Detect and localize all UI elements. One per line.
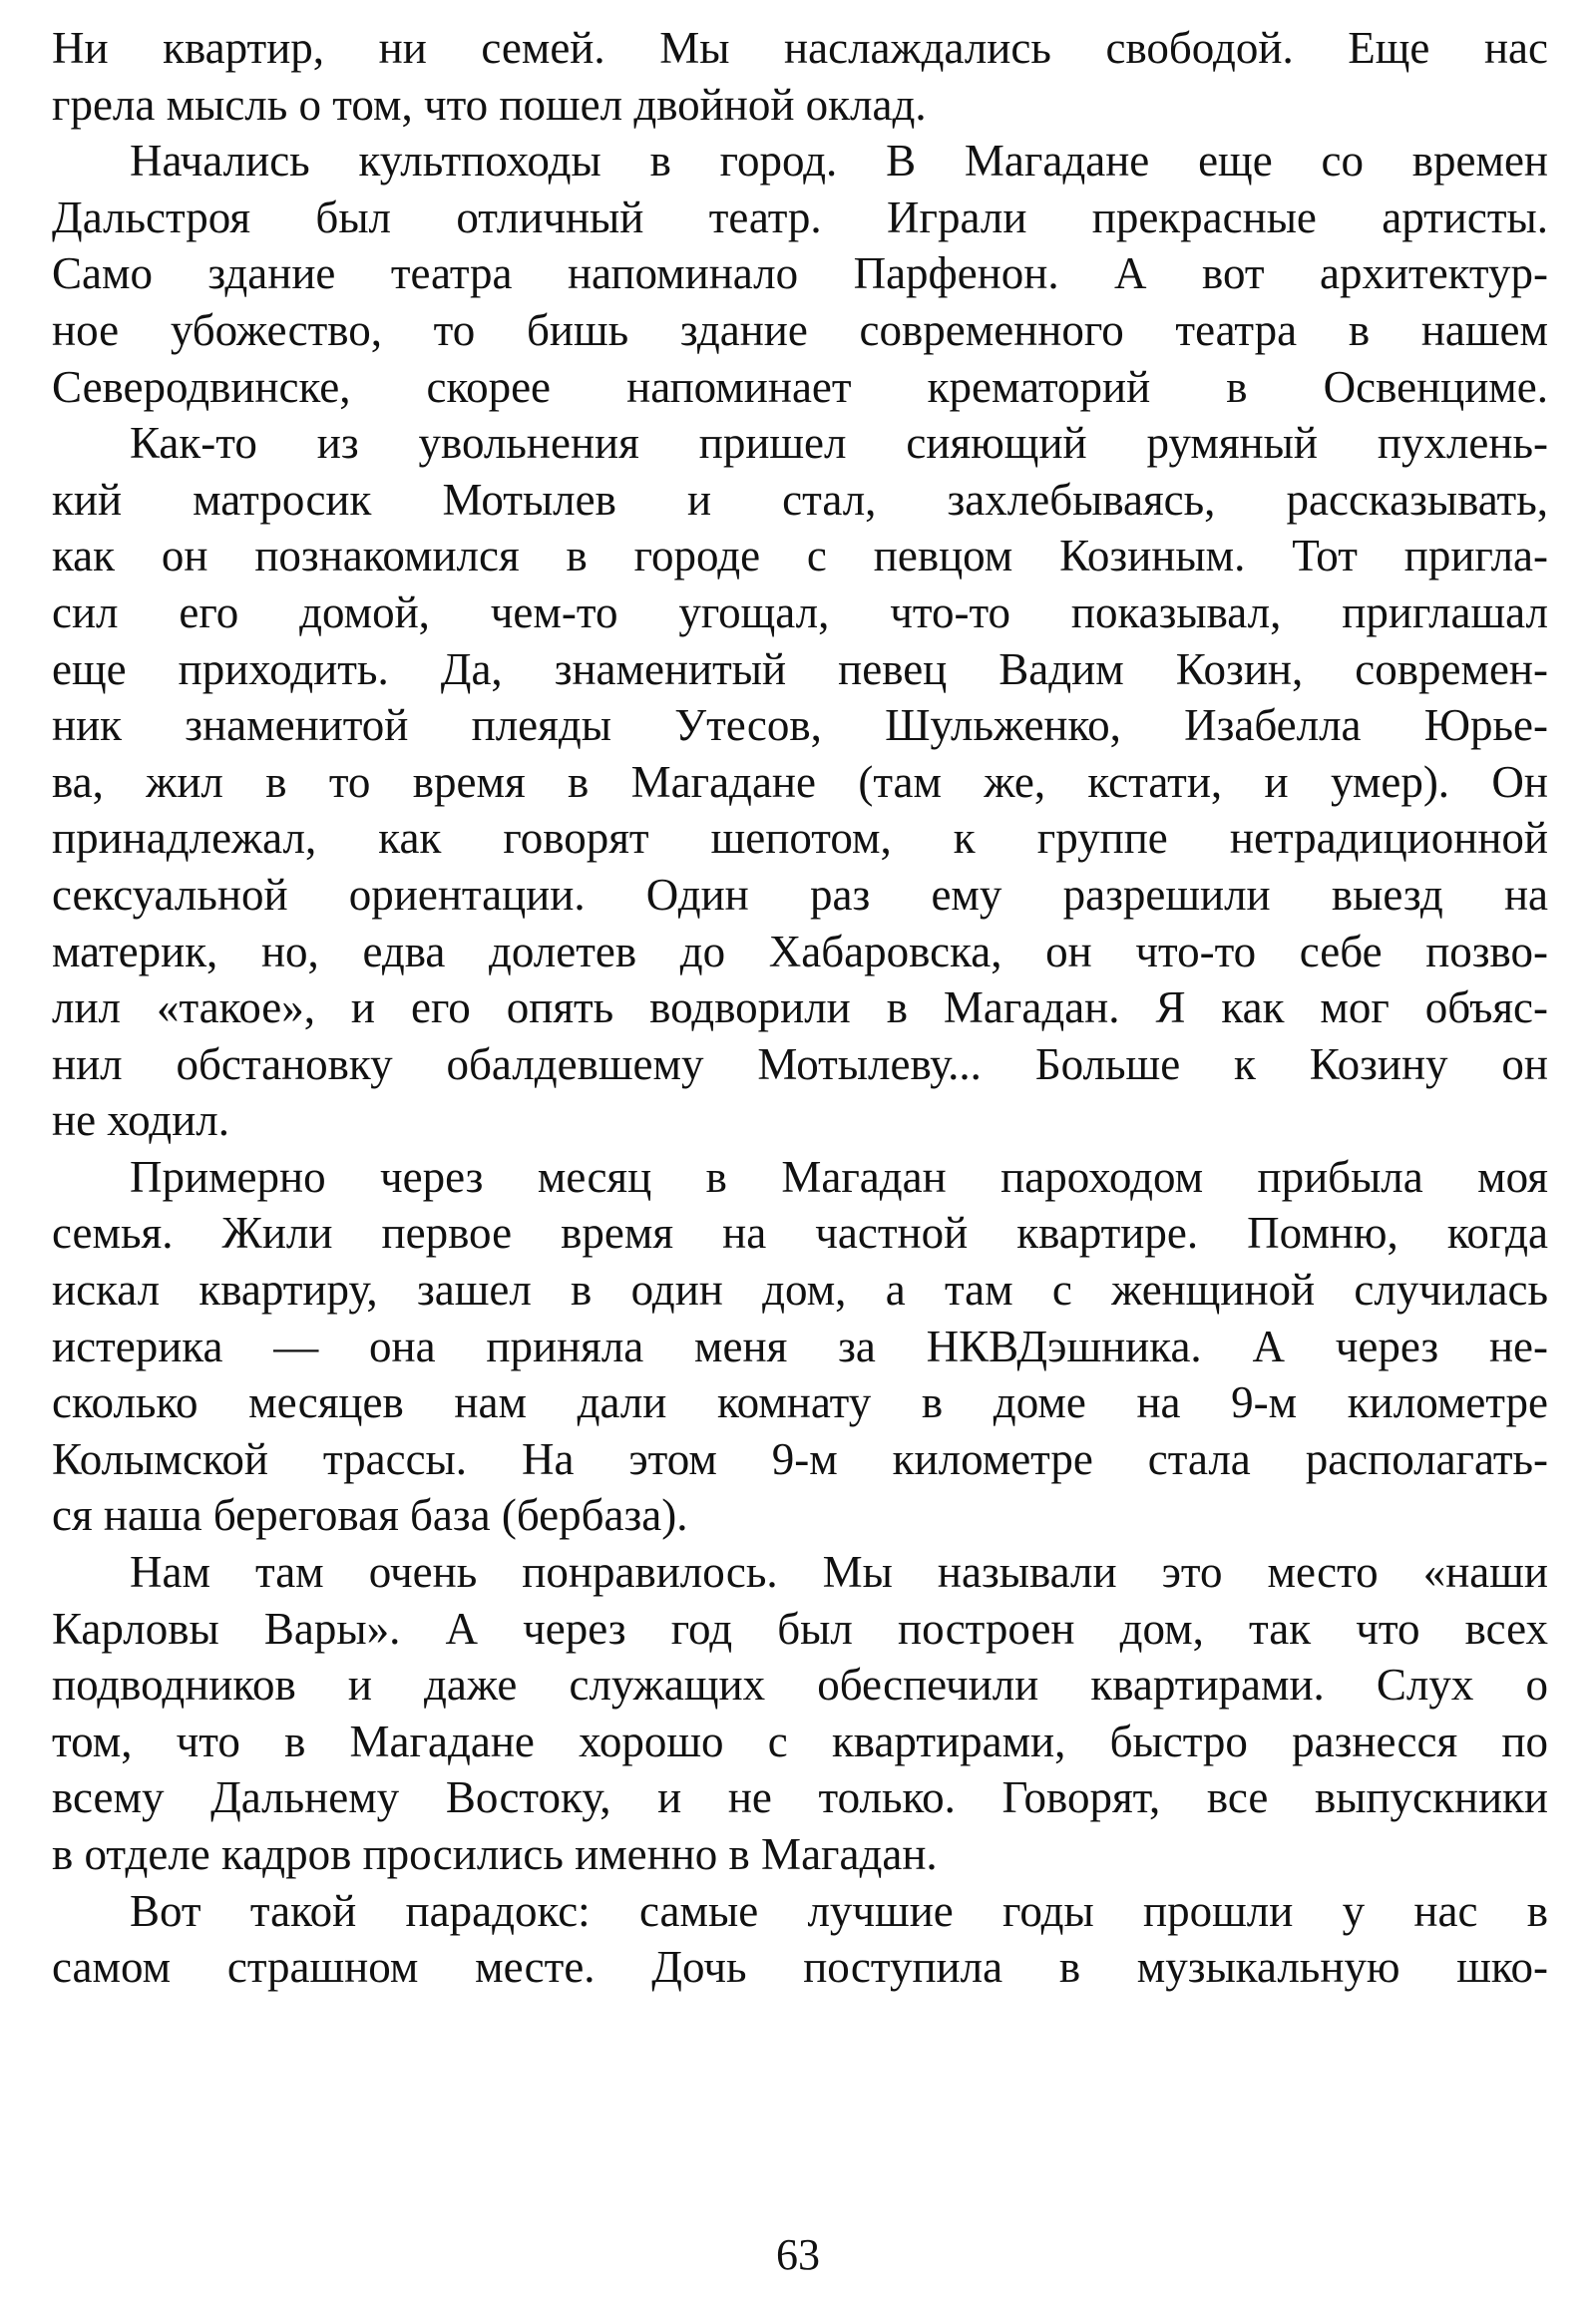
text-line: принадлежал, как говорят шепотом, к группе нетрадиционной: [52, 813, 1548, 864]
text-line: как он познакомился в городе с певцом Козиным. Тот пригла-: [52, 531, 1548, 581]
paragraph: [52, 1883, 1548, 1996]
text-line: ва, жил в то время в Магадане (там же, кстати, и умер). Он: [52, 756, 1548, 807]
text-line: в отделе кадров просились именно в Магадан.: [52, 1829, 938, 1879]
text-line: искал квартиру, зашел в один дом, а там с женщиной случилась: [52, 1265, 1548, 1316]
text-line: еще приходить. Да, знаменитый певец Вадим Козин, современ-: [52, 643, 1548, 694]
text-line: Дальстроя был отличный театр. Играли прекрасные артисты.: [52, 192, 1548, 242]
text-line: семья. Жили первое время на частной квартире. Помню, когда: [52, 1208, 1548, 1259]
body-text: [52, 20, 1548, 1996]
text-line: сексуальной ориентации. Один раз ему разрешили выезд на: [52, 869, 1548, 920]
text-line: Как-то из увольнения пришел сияющий румяный пухлень-: [130, 418, 1548, 469]
text-line: лил «такое», и его опять водворили в Магадан. Я как мог объяс-: [52, 982, 1548, 1033]
paragraph: [52, 20, 1548, 133]
text-line: подводников и даже служащих обеспечили квартирами. Слух о: [52, 1660, 1548, 1711]
text-line: грела мысль о том, что пошел двойной оклад.: [52, 79, 927, 130]
paragraph: [52, 415, 1548, 1149]
text-line: истерика — она приняла меня за НКВДэшника. А через не-: [52, 1321, 1548, 1371]
text-line: Северодвинске, скорее напоминает крематорий в Освенциме.: [52, 361, 1548, 412]
text-line: Карловы Вары». А через год был построен дом, так что всех: [52, 1603, 1548, 1654]
text-line: Колымской трассы. На этом 9-м километре стала располагать-: [52, 1433, 1548, 1484]
paragraph: [52, 1149, 1548, 1544]
text-line: сколько месяцев нам дали комнату в доме на 9-м километре: [52, 1377, 1548, 1428]
text-line: Ни квартир, ни семей. Мы наслаждались свободой. Еще нас: [52, 23, 1548, 73]
text-line: кий матросик Мотылев и стал, захлебываясь, рассказывать,: [52, 474, 1548, 525]
text-line: Само здание театра напоминало Парфенон. А вот архитектур-: [52, 248, 1548, 299]
text-line: Начались культпоходы в город. В Магадане еще со времен: [130, 136, 1548, 187]
text-line: сил его домой, чем-то угощал, что-то показывал, приглашал: [52, 586, 1548, 637]
page-number: 63: [776, 2230, 820, 2279]
text-line: Нам там очень понравилось. Мы называли это место «наши: [130, 1547, 1548, 1598]
text-line: том, что в Магадане хорошо с квартирами, быстро разнесся по: [52, 1716, 1548, 1766]
text-line: Примерно через месяц в Магадан пароходом прибыла моя: [130, 1151, 1548, 1202]
text-line: ник знаменитой плеяды Утесов, Шульженко, Изабелла Юрье-: [52, 700, 1548, 751]
text-line: всему Дальнему Востоку, и не только. Говорят, все выпускники: [52, 1772, 1548, 1823]
paragraph: [52, 133, 1548, 415]
text-line: не ходил.: [52, 1095, 229, 1146]
text-line: материк, но, едва долетев до Хабаровска, он что-то себе позво-: [52, 926, 1548, 976]
paragraph: [52, 1544, 1548, 1883]
text-line: ное убожество, то бишь здание современного театра в нашем: [52, 304, 1548, 355]
text-line: нил обстановку обалдевшему Мотылеву... Больше к Козину он: [52, 1038, 1548, 1089]
text-line: Вот такой парадокс: самые лучшие годы прошли у нас в: [130, 1885, 1548, 1936]
text-line: ся наша береговая база (бербаза).: [52, 1490, 688, 1541]
text-line: самом страшном месте. Дочь поступила в музыкальную шко-: [52, 1942, 1548, 1993]
